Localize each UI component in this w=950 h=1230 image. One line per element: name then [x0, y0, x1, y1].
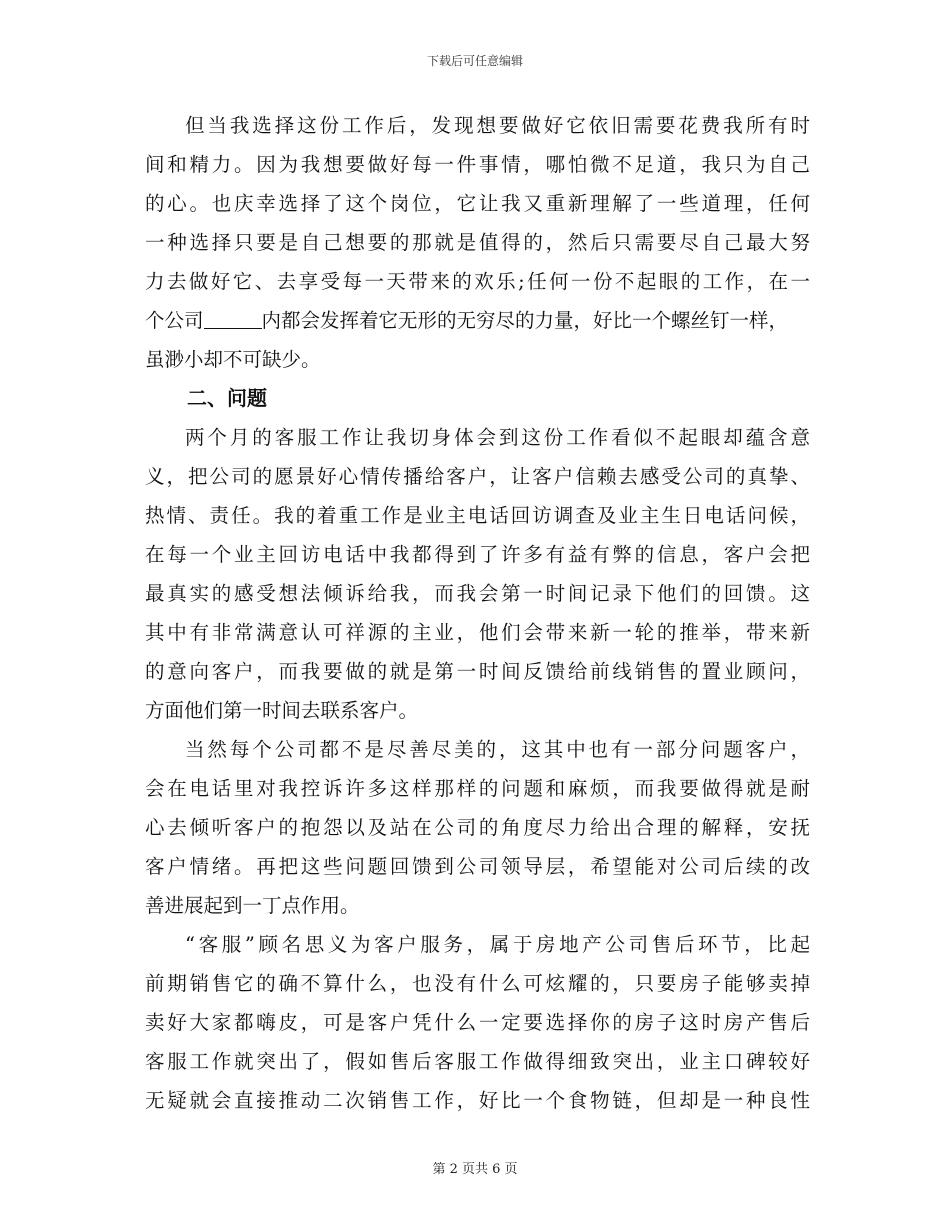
text-fragment: 个公司 [145, 309, 204, 332]
paragraph [145, 925, 810, 1120]
text-line: 最真实的感受想法倾诉给我，而我会第一时间记录下他们的回馈。这 [145, 582, 810, 605]
text-line: 前期销售它的确不算什么，也没有什么可炫耀的，只要房子能够卖掉 [145, 972, 810, 995]
text-line: 心去倾听客户的抱怨以及站在公司的角度尽力给出合理的解释，安抚 [145, 816, 810, 839]
text-line: 善进展起到一丁点作用。 [145, 894, 360, 917]
text-line: 但当我选择这份工作后，发现想要做好它依旧需要花费我所有时 [185, 114, 810, 137]
text-line: 间和精力。因为我想要做好每一件事情，哪怕微不足道，我只为自己 [145, 153, 810, 176]
text-line: 在每一个业主回访电话中我都得到了许多有益有弊的信息，客户会把 [145, 543, 810, 566]
text-line: 当然每个公司都不是尽善尽美的，这其中也有一部分问题客户， [185, 738, 810, 761]
text-line: 义，把公司的愿景好心情传播给客户，让客户信赖去感受公司的真挚、 [145, 465, 810, 488]
blank-underline [204, 312, 262, 329]
paragraph [145, 418, 810, 730]
document-body [145, 106, 810, 1120]
text-line: 的意向客户，而我要做的就是第一时间反馈给前线销售的置业顾问， [145, 660, 810, 683]
text-line: “客服”顾名思义为客户服务，属于房地产公司售后环节，比起 [185, 933, 810, 956]
text-line: 方面他们第一时间去联系客户。 [145, 699, 419, 722]
text-line [145, 301, 810, 340]
text-line: 会在电话里对我控诉许多这样那样的问题和麻烦，而我要做得就是耐 [145, 777, 810, 800]
paragraph [145, 730, 810, 925]
page-header: 下载后可任意编辑 [426, 54, 523, 68]
text-line: 无疑就会直接推动二次销售工作，好比一个食物链，但却是一种良性 [145, 1089, 810, 1112]
text-line: 热情、责任。我的着重工作是业主电话回访调查及业主生日电话问候， [145, 504, 810, 527]
text-line: 其中有非常满意认可祥源的主业，他们会带来新一轮的推举，带来新 [145, 621, 810, 644]
text-fragment: 内都会发挥着它无形的无穷尽的力量，好比一个螺丝钉一样， [261, 309, 789, 332]
text-line: 虽渺小却不可缺少。 [145, 348, 321, 371]
page-number: 第 2 页共 6 页 [432, 1162, 518, 1177]
text-line: 一种选择只要是自己想要的那就是值得的，然后只需要尽自己最大努 [145, 231, 810, 254]
text-line: 力去做好它、去享受每一天带来的欢乐;任何一份不起眼的工作，在一 [145, 270, 810, 293]
text-line: 卖好大家都嗨皮，可是客户凭什么一定要选择你的房子这时房产售后 [145, 1011, 810, 1034]
text-line: 两个月的客服工作让我切身体会到这份工作看似不起眼却蕴含意 [185, 426, 810, 449]
paragraph [145, 106, 810, 379]
text-line: 客服工作就突出了，假如售后客服工作做得细致突出，业主口碑较好 [145, 1050, 810, 1073]
section-heading: 二、问题 [187, 386, 267, 410]
text-line: 客户情绪。再把这些问题回馈到公司领导层，希望能对公司后续的改 [145, 855, 810, 878]
text-line: 的心。也庆幸选择了这个岗位，它让我又重新理解了一些道理，任何 [145, 192, 810, 215]
